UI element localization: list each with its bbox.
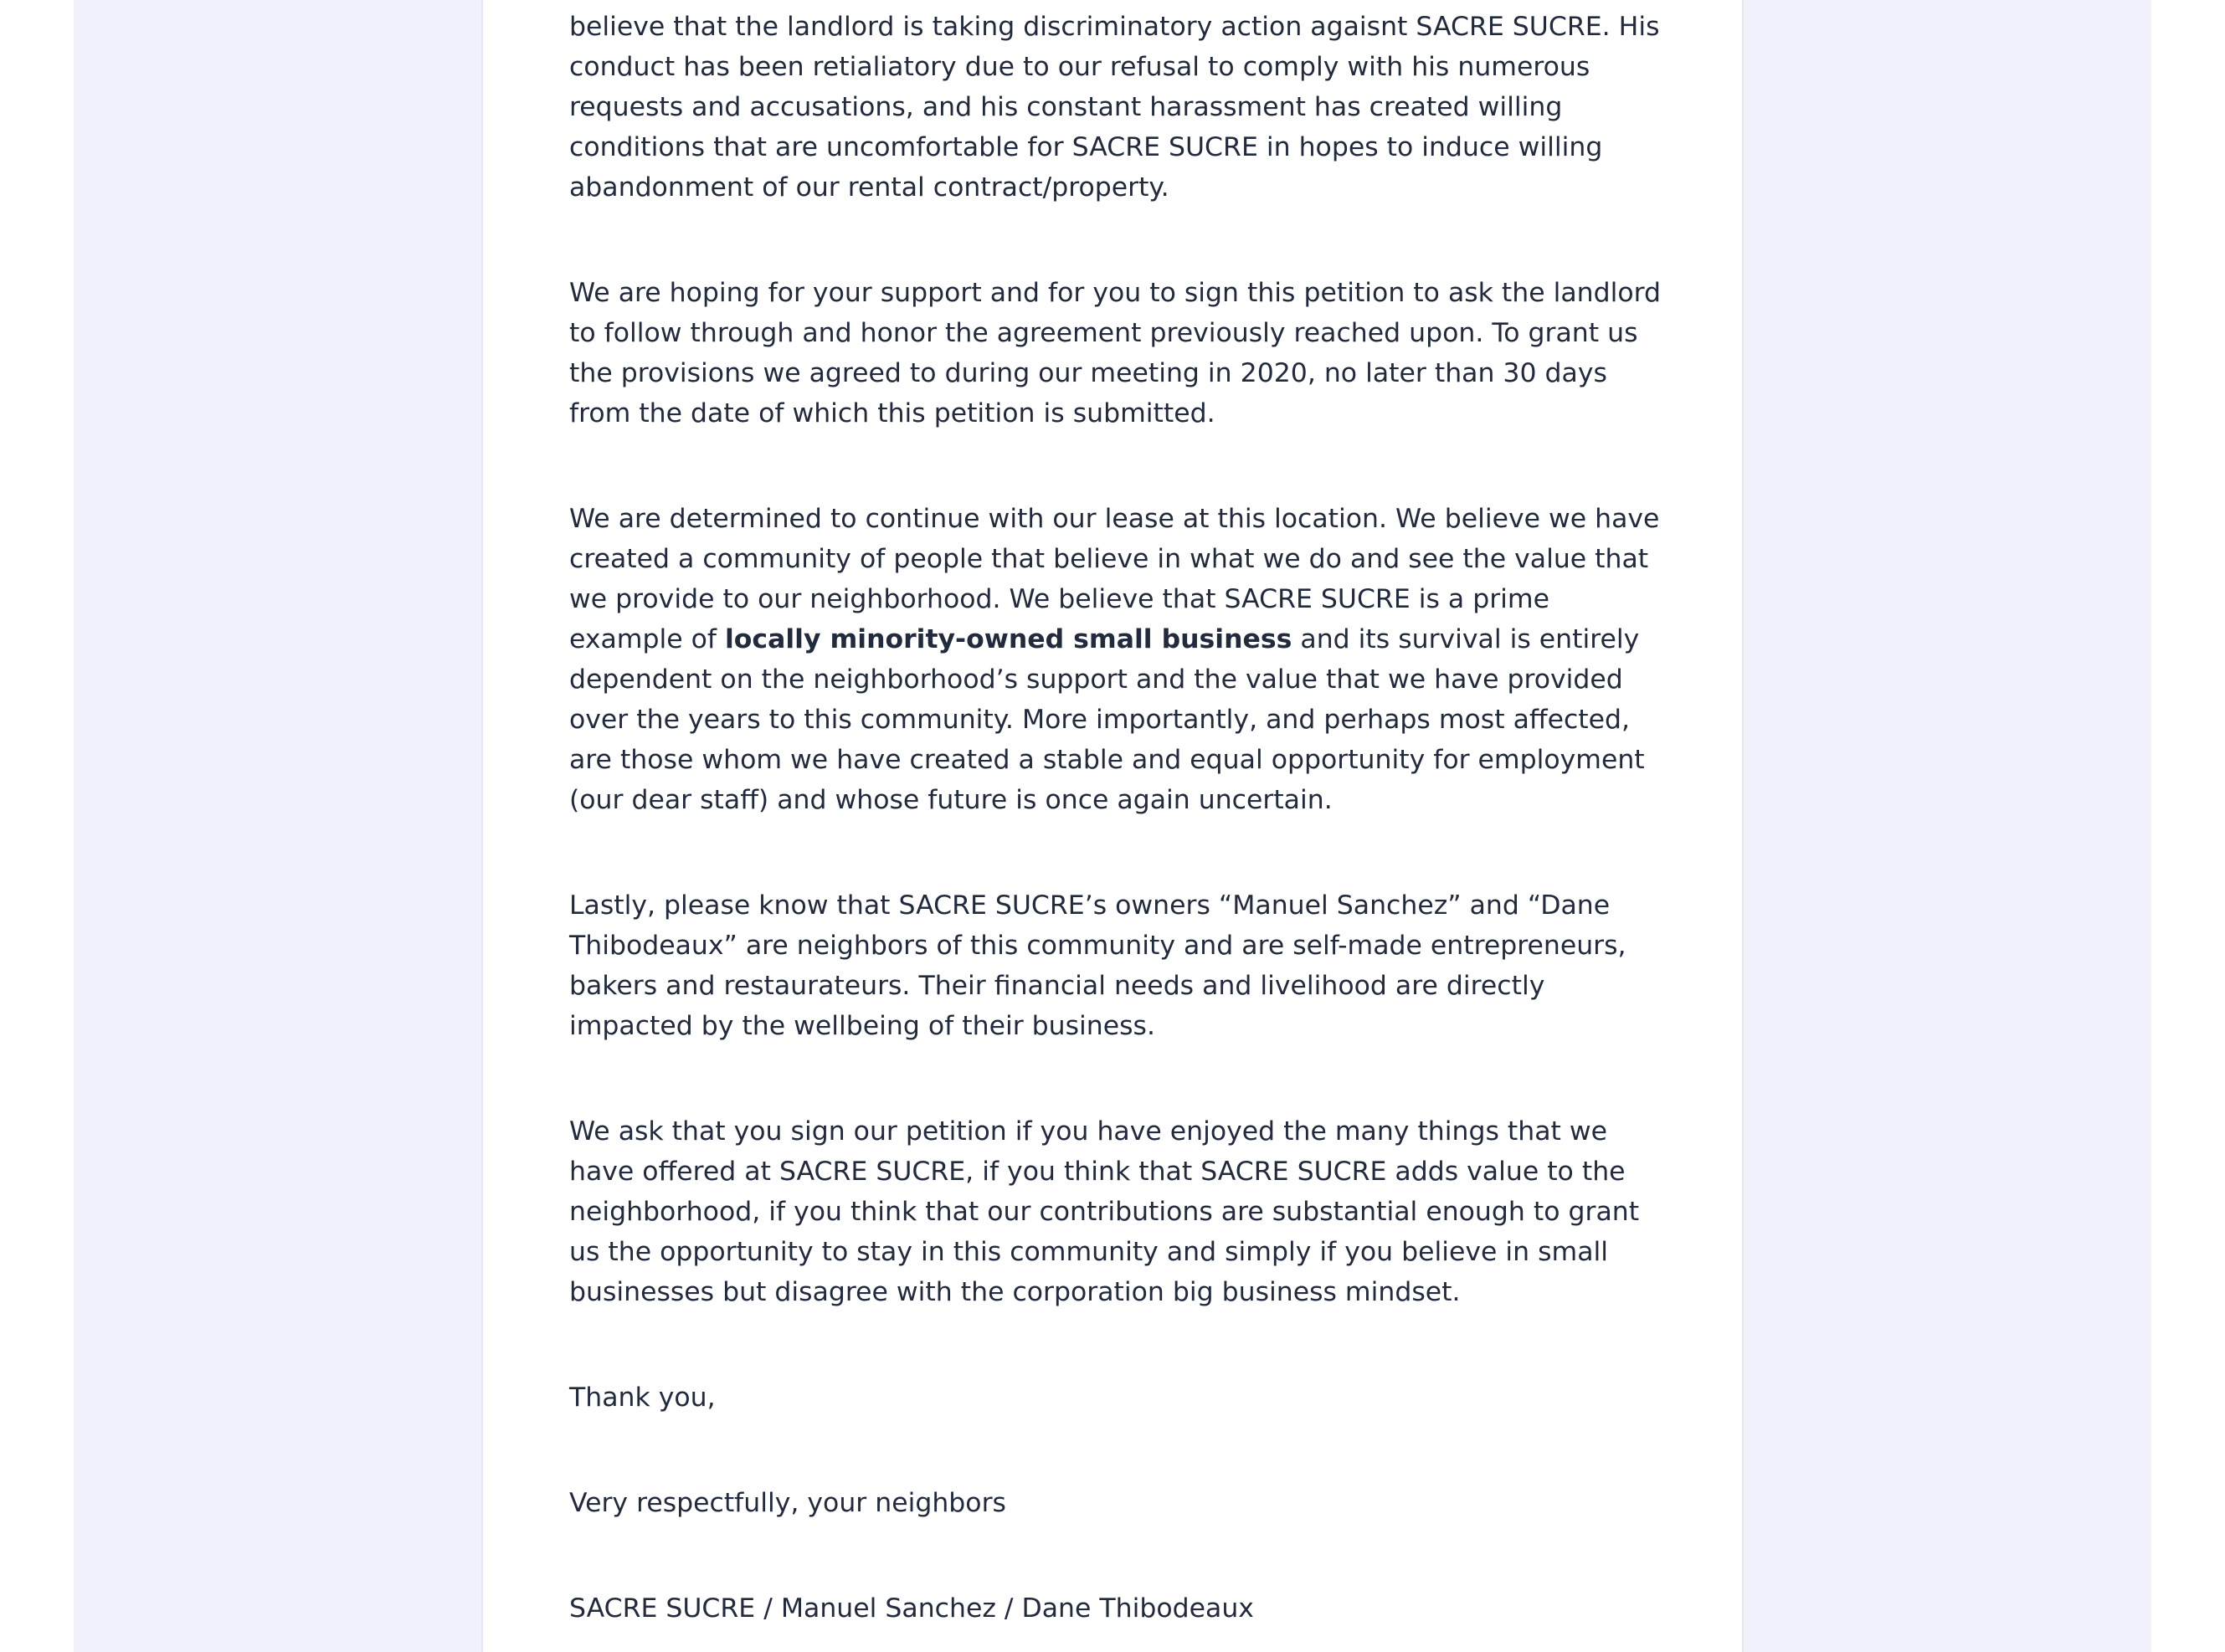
paragraph-support-request: We are hoping for your support and for you to sign this petition to ask the landlord to follow through and honor the agreement previously reached upon. To grant us the provisions we agreed to during our meeting in 2020, no later than 30 days from the date of which this petition is submitted. (569, 278, 1662, 428)
paragraph-discrimination: believe that the landlord is taking discriminatory action agaisnt SACRE SUCRE. His conduct has been retialiatory due to our refusal to comply with his numerous requests and accusations, and his constant harassment has created willing conditions that are uncomfortable for SACRE SUCRE in hopes to induce willing abandonment of our rental contract/property. (569, 12, 1660, 203)
signature-line: SACRE SUCRE / Manuel Sanchez / Dane Thibodeaux (569, 1593, 1254, 1624)
closing-line: Thank you, (569, 1383, 716, 1413)
paragraph-lease-text-start: We are determined to continue with our lease at this location. We believe we have created a community of people that believe in what we do and see the value that we provide to our neighborhood. We believe that SACRE SUCRE is a prime example of (569, 504, 1660, 654)
valediction-line: Very respectfully, your neighbors (569, 1488, 1006, 1518)
paragraph-lease-commitment (569, 499, 1666, 820)
paragraph-sign-request: We ask that you sign our petition if you have enjoyed the many things that we have offered at SACRE SUCRE, if you think that SACRE SUCRE adds value to the neighborhood, if you think that our contributions are substantial enough to grant us the opportunity to stay in this community and simply if you believe in small businesses but disagree with the corporation big business mindset. (569, 1116, 1640, 1307)
paragraph-owners: Lastly, please know that SACRE SUCRE’s owners “Manuel Sanchez” and “Dane Thibodeaux” are neighbors of this community and are self-made entrepreneurs, bakers and restaurateurs. Their financial needs and livelihood are directly impacted by the wellbeing of their business. (569, 890, 1626, 1041)
petition-body (569, 7, 1666, 1629)
paragraph-lease-emphasis: locally minority-owned small business (724, 624, 1292, 654)
paragraph-lease-text-end: and its survival is entirely dependent on the neighborhood’s support and the value that we have provided over the years to this community. More importantly, and perhaps most affected, are those whom we have created a stable and equal opportunity for employment (our dear staff) and whose future is once again uncertain. (569, 624, 1645, 815)
